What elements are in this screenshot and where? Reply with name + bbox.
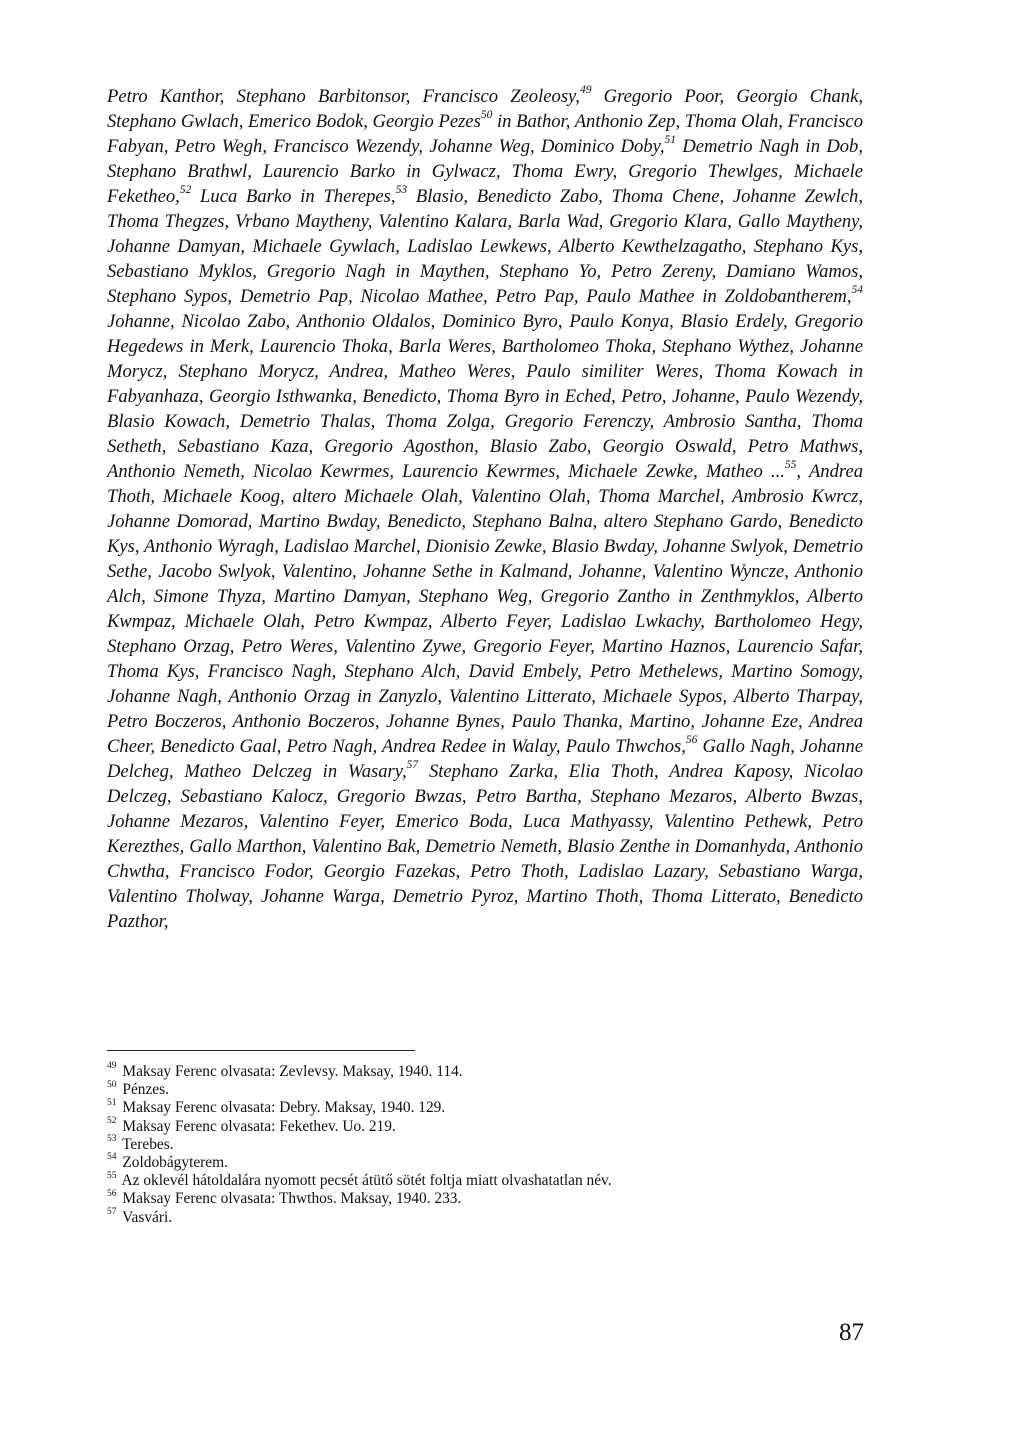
footnote-ref: 53 <box>395 184 408 197</box>
footnote-list <box>107 1060 863 1227</box>
footnote-number: 56 <box>107 1187 117 1199</box>
footnote-separator <box>107 1050 415 1051</box>
footnote-number: 57 <box>107 1206 117 1218</box>
footnote-number: 50 <box>107 1078 117 1090</box>
footnote-ref: 54 <box>851 284 863 297</box>
footnote-item <box>107 1060 863 1081</box>
footnote-item <box>107 1151 863 1172</box>
footnote-ref: 52 <box>179 184 192 197</box>
footnote-number: 55 <box>107 1169 117 1181</box>
footnote-text: Terebes. <box>122 1135 174 1153</box>
footnote-text: Vasvári. <box>122 1208 173 1226</box>
footnote-ref: 51 <box>664 134 677 147</box>
body-text-run: Luca Barko in Therepes, <box>191 186 396 207</box>
body-text-run: Gregorio Poor, Georgio Chank, Stephano Gwlach, Emerico Bodok, Georgio Pezes <box>107 86 863 132</box>
footnote-item <box>107 1187 863 1208</box>
footnote-item <box>107 1115 863 1136</box>
footnote-text: Maksay Ferenc olvasata: Thwthos. Maksay, 1940. 233. <box>122 1190 462 1208</box>
body-text-run: Demetrio Nagh in Dob, Stephano Brathwl, Laurencio Barko in Gylwacz, Thoma Ewry, Gregorio Thewlges, Michaele Feketheo, <box>107 136 863 207</box>
body-text-run: , Andrea Thoth, Michaele Koog, altero Michaele Olah, Valentino Olah, Thoma Marchel, Ambrosio Kwrcz, Johanne Domorad, Martino Bwday, Benedicto, Stephano Balna, altero Stephano Gardo, Benedicto Kys, Anthonio Wyragh, Ladislao Marchel, Dionisio Zewke, Blasio Bwday, Johanne Swlyok, Demetrio Sethe, Jacobo Swlyok, Valentino, Johanne Sethe in Kalmand, Johanne, Valentino Wyncze, Anthonio Alch, Simone Thyza, Martino Damyan, Stephano Weg, Gregorio Zantho in Zenthmyklos, Alberto Kwmpaz, Michaele Olah, Petro Kwmpaz, Alberto Feyer, Ladislao Lwkachy, Bartholomeo Hegy, Stephano Orzag, Petro Weres, Valentino Zywe, Gregorio Feyer, Martino Haznos, Laurencio Safar, Thoma Kys, Francisco Nagh, Stephano Alch, David Embely, Petro Methelews, Martino Somogy, Johanne Nagh, Anthonio Orzag in Zanyzlo, Valentino Litterato, Michaele Sypos, Alberto Tharpay, Petro Boczeros, Anthonio Boczeros, Johanne Bynes, Paulo Thanka, Martino, Johanne Eze, Andrea Cheer, Benedicto Gaal, Petro Nagh, Andrea Redee in Walay, Paulo Thwchos, <box>107 461 863 757</box>
footnote-item <box>107 1206 863 1227</box>
footnote-ref: 56 <box>685 734 698 747</box>
footnote-text: Az oklevél hátoldalára nyomott pecsét átütő sötét foltja miatt olvashatatlan név. <box>121 1172 612 1190</box>
body-text <box>107 84 863 934</box>
footnote-text: Zoldobágyterem. <box>122 1154 228 1172</box>
footnote-item <box>107 1169 863 1190</box>
footnote-ref: 49 <box>579 84 592 97</box>
body-text-run: Stephano Zarka, Elia Thoth, Andrea Kaposy, Nicolao Delczeg, Sebastiano Kalocz, Gregorio Bwzas, Petro Bartha, Stephano Mezaros, Alberto Bwzas, Johanne Mezaros, Valentino Feyer, Emerico Boda, Luca Mathyassy, Valentino Pethewk, Petro Kerezthes, Gallo Marthon, Valentino Bak, Demetrio Nemeth, Blasio Zenthe in Domanhyda, Anthonio Chwtha, Francisco Fodor, Georgio Fazekas, Petro Thoth, Ladislao Lazary, Sebastiano Warga, Valentino Tholway, Johanne Warga, Demetrio Pyroz, Martino Thoth, Thoma Litterato, Benedicto Pazthor, <box>107 761 863 932</box>
footnote-ref: 50 <box>480 109 493 122</box>
page-number: 87 <box>839 1319 864 1346</box>
footnote-number: 53 <box>107 1133 117 1145</box>
footnote-text: Maksay Ferenc olvasata: Fekethev. Uo. 219. <box>122 1117 396 1135</box>
footnote-number: 51 <box>107 1096 117 1108</box>
footnote-number: 49 <box>107 1060 117 1072</box>
footnote-ref: 57 <box>406 759 419 772</box>
footnote-text: Maksay Ferenc olvasata: Zevlevsy. Maksay, 1940. 114. <box>122 1063 463 1080</box>
body-text-run: in Bathor, Anthonio Zep, Thoma Olah, Francisco Fabyan, Petro Wegh, Francisco Wezendy, Johanne Weg, Dominico Doby, <box>107 111 863 157</box>
footnote-text: Pénzes. <box>122 1081 169 1099</box>
footnote-number: 52 <box>107 1115 117 1127</box>
footnote-item <box>107 1078 863 1099</box>
footnote-ref: 55 <box>784 459 797 472</box>
footnote-item <box>107 1096 863 1117</box>
body-text-run: Johanne, Nicolao Zabo, Anthonio Oldalos, Dominico Byro, Paulo Konya, Blasio Erdely, Gregorio Hegedews in Merk, Laurencio Thoka, Barla Weres, Bartholomeo Thoka, Stephano Wythez, Johanne Morycz, Stephano Morycz, Andrea, Matheo Weres, Paulo similiter Weres, Thoma Kowach in Fabyanhaza, Georgio Isthwanka, Benedicto, Thoma Byro in Eched, Petro, Johanne, Paulo Wezendy, Blasio Kowach, Demetrio Thalas, Thoma Zolga, Gregorio Ferenczy, Ambrosio Santha, Thoma Setheth, Sebastiano Kaza, Gregorio Agosthon, Blasio Zabo, Georgio Oswald, Petro Mathws, Anthonio Nemeth, Nicolao Kewrmes, Laurencio Kewrmes, Michaele Zewke, Matheo ... <box>107 311 863 482</box>
body-text-run: Blasio, Benedicto Zabo, Thoma Chene, Johanne Zewlch, Thoma Thegzes, Vrbano Maytheny, Valentino Kalara, Barla Wad, Gregorio Klara, Gallo Maytheny, Johanne Damyan, Michaele Gywlach, Ladislao Lewkews, Alberto Kewthelzagatho, Stephano Kys, Sebastiano Myklos, Gregorio Nagh in Maythen, Stephano Yo, Petro Zereny, Damiano Wamos, Stephano Sypos, Demetrio Pap, Nicolao Mathee, Petro Pap, Paulo Mathee in Zoldobantherem, <box>107 186 863 307</box>
footnote-item <box>107 1133 863 1154</box>
body-text-run: Gallo Nagh, Johanne Delcheg, Matheo Delczeg in Wasary, <box>107 736 863 782</box>
footnote-number: 54 <box>107 1151 117 1163</box>
footnote-text: Maksay Ferenc olvasata: Debry. Maksay, 1940. 129. <box>122 1099 446 1117</box>
body-text-run: Petro Kanthor, Stephano Barbitonsor, Francisco Zeoleosy, <box>107 86 580 107</box>
